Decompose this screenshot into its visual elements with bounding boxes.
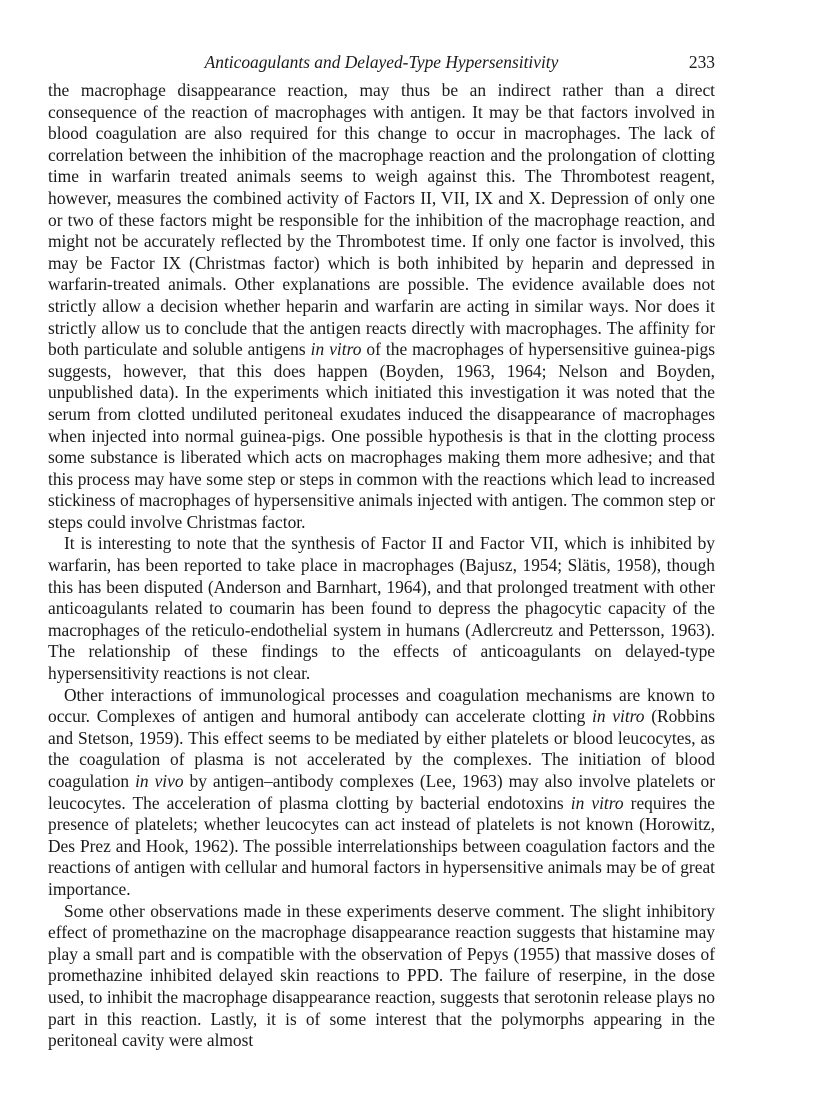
paragraph <box>48 533 715 684</box>
italic-term: in vivo <box>135 771 184 791</box>
paragraph <box>48 80 715 533</box>
text-run: by antigen–antibody complexes (Lee, 1963) may also involve platelets or leucocytes. The acceleration of plasma clotting by bacterial endotoxins <box>48 771 715 813</box>
italic-term: in vitro <box>310 339 362 360</box>
italic-term: in vitro <box>570 792 624 813</box>
page <box>48 52 715 1052</box>
body-text <box>48 80 715 1052</box>
text-run: It is interesting to note that the synthesis of Factor II and Factor VII, which is inhibited by warfarin, has been reported to take place in macrophages (Bajusz, 1954; Slätis, 1958), though this has been disputed (Anderson and Barnhart, 1964), and that prolonged treatment with other anticoagulants related to coumarin has been found to depress the phagocytic capacity of the macrophages of the reticulo-endothelial system in humans (Adlercreutz and Pettersson, 1963). The relationship of these findings to the effects of anticoagulants on delayed-type hypersensitivity reactions is not clear. <box>48 533 715 684</box>
running-title: Anticoagulants and Delayed-Type Hypersensitivity <box>204 52 559 72</box>
running-header <box>48 52 715 74</box>
text-run: (Robbins and Stetson, 1959). This effect seems to be mediated by either platelets or blood leucocytes, as the coagulation of plasma is not accelerated by the complexes. The initiation of blood coagulation <box>48 706 715 791</box>
italic-term: in vitro <box>592 706 645 727</box>
text-run: the macrophage disappearance reaction, may thus be an indirect rather than a direct consequence of the reaction of macrophages with antigen. It may be that factors involved in blood coagulation are also required for this change to occur in macrophages. The lack of correlation between the inhibition of the macrophage reaction and the prolongation of clotting time in warfarin treated animals seems to weigh against this. The Thrombotest reagent, however, measures the combined activity of Factors II, VII, IX and X. Depression of only one or two of these factors might be responsible for the inhibition of the macrophage reaction, and might not be accurately reflected by the Thrombotest time. If only one factor is involved, this may be Factor IX (Christmas factor) which is both inhibited by heparin and depressed in warfarin-treated animals. Other explanations are possible. The evidence available does not strictly allow a decision whether heparin and warfarin are acting in similar ways. Nor does it strictly allow us to conclude that the antigen reacts directly with macrophages. The affinity for both particulate and soluble antigens <box>48 80 715 360</box>
paragraph <box>48 685 715 901</box>
text-run: Some other observations made in these experiments deserve comment. The slight inhibitory effect of promethazine on the macrophage disappearance reaction suggests that histamine may play a small part and is compatible with the observation of Pepys (1955) that massive doses of promethazine inhibited delayed skin reactions to PPD. The failure of reserpine, in the dose used, to inhibit the macrophage disappearance reaction, suggests that serotonin release plays no part in this reaction. Lastly, it is of some interest that the polymorphs appearing in the peritoneal cavity were almost <box>48 900 715 1051</box>
paragraph <box>48 901 715 1052</box>
text-run: of the macrophages of hypersensitive guinea-pigs suggests, however, that this does happen (Boyden, 1963, 1964; Nelson and Boyden, unpublished data). In the experiments which initiated this investigation it was noted that the serum from clotted undiluted peritoneal exudates induced the disappearance of macrophages when injected into normal guinea-pigs. One possible hypothesis is that in the clotting process some substance is liberated which acts on macrophages making them more adhesive; and that this process may have some step or steps in common with the reactions which lead to increased stickiness of macrophages of hypersensitive animals injected with antigen. The common step or steps could involve Christmas factor. <box>48 339 716 532</box>
text-run: requires the presence of platelets; whether leucocytes can act instead of platelets is not known (Horowitz, Des Prez and Hook, 1962). The possible interrelationships between coagulation factors and the reactions of antigen with cellular and humoral factors in hypersensitive animals may be of great importance. <box>48 792 716 899</box>
text-run: Other interactions of immunological processes and coagulation mechanisms are known to occur. Complexes of antigen and humoral antibody can accelerate clotting <box>48 684 715 727</box>
page-number: 233 <box>688 52 715 72</box>
